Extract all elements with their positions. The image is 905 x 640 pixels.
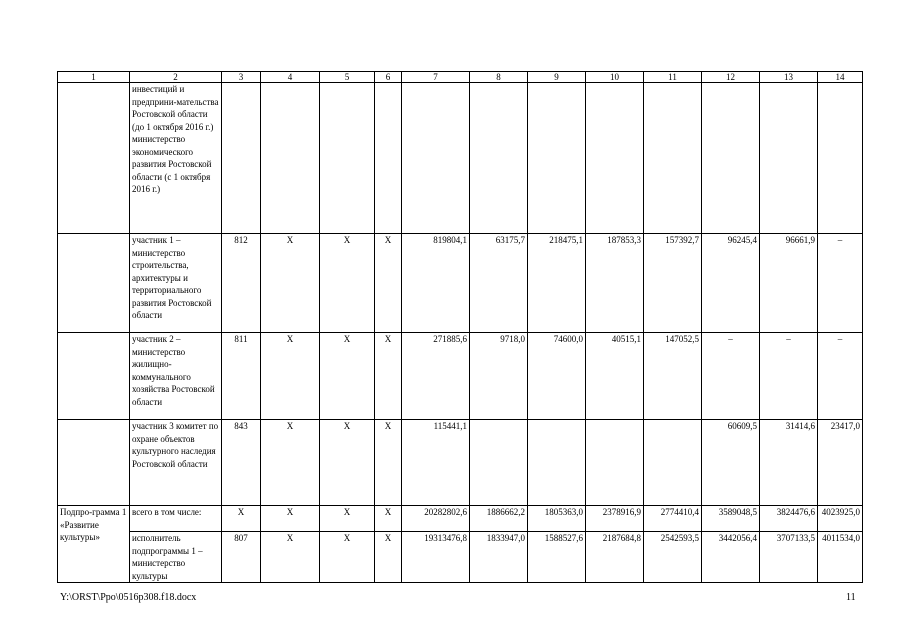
cell: Х: [375, 420, 402, 506]
column-header: 10: [586, 72, 644, 83]
table-row: [58, 234, 863, 333]
program-cell: Подпро-грамма 1 «Развитие культуры»: [58, 506, 130, 583]
description-cell: участник 2 – министерство жилищно-коммунального хозяйства Ростовской области: [130, 333, 222, 420]
table-row: [58, 420, 863, 506]
cell: Х: [261, 532, 320, 583]
value-cell: 4011534,0: [818, 532, 863, 583]
value-cell: 96245,4: [702, 234, 760, 333]
code-cell: Х: [222, 506, 261, 532]
value-cell: [644, 83, 702, 234]
program-cell: [58, 83, 130, 234]
column-header: 3: [222, 72, 261, 83]
budget-table: [57, 71, 863, 583]
description-cell: исполнитель подпрограммы 1 – министерство культуры: [130, 532, 222, 583]
file-path: Y:\ORST\Ppo\0516p308.f18.docx: [60, 592, 197, 603]
value-cell: [586, 83, 644, 234]
value-cell: 40515,1: [586, 333, 644, 420]
cell: Х: [320, 234, 375, 333]
description-cell: инвестиций и предприни-мательства Ростовской области (до 1 октября 2016 г.) министерство экономического развития Ростовской области (с 1 октября 2016 г.): [130, 83, 222, 234]
value-cell: 1833947,0: [470, 532, 528, 583]
value-cell: [528, 83, 586, 234]
page-number: 11: [846, 592, 856, 603]
value-cell: [818, 83, 863, 234]
value-cell: 31414,6: [760, 420, 818, 506]
column-header: 4: [261, 72, 320, 83]
value-cell: 63175,7: [470, 234, 528, 333]
value-cell: [470, 420, 528, 506]
value-cell: –: [702, 333, 760, 420]
value-cell: [528, 420, 586, 506]
code-cell: 811: [222, 333, 261, 420]
cell: Х: [375, 333, 402, 420]
cell: [261, 83, 320, 234]
column-header: 5: [320, 72, 375, 83]
value-cell: –: [818, 234, 863, 333]
value-cell: –: [818, 333, 863, 420]
description-cell: всего в том числе:: [130, 506, 222, 532]
cell: Х: [375, 506, 402, 532]
cell: Х: [375, 532, 402, 583]
value-cell: [586, 420, 644, 506]
value-cell: –: [760, 333, 818, 420]
column-header: 12: [702, 72, 760, 83]
cell: Х: [320, 333, 375, 420]
table-row: [58, 83, 863, 234]
column-header: 14: [818, 72, 863, 83]
value-cell: 9718,0: [470, 333, 528, 420]
value-cell: 3707133,5: [760, 532, 818, 583]
value-cell: 1886662,2: [470, 506, 528, 532]
cell: [320, 83, 375, 234]
value-cell: 60609,5: [702, 420, 760, 506]
code-cell: [222, 83, 261, 234]
program-cell: [58, 420, 130, 506]
column-header: 8: [470, 72, 528, 83]
cell: Х: [261, 506, 320, 532]
table-row: [58, 506, 863, 532]
value-cell: 3824476,6: [760, 506, 818, 532]
cell: Х: [261, 420, 320, 506]
value-cell: 819804,1: [402, 234, 470, 333]
value-cell: 218475,1: [528, 234, 586, 333]
cell: [375, 83, 402, 234]
value-cell: 115441,1: [402, 420, 470, 506]
value-cell: 1588527,6: [528, 532, 586, 583]
code-cell: 812: [222, 234, 261, 333]
value-cell: 74600,0: [528, 333, 586, 420]
description-cell: участник 1 – министерство строительства, архитектуры и территориального развития Ростовской области: [130, 234, 222, 333]
value-cell: [470, 83, 528, 234]
value-cell: 147052,5: [644, 333, 702, 420]
column-header: 9: [528, 72, 586, 83]
program-cell: [58, 234, 130, 333]
value-cell: 2187684,8: [586, 532, 644, 583]
cell: Х: [261, 333, 320, 420]
value-cell: 1805363,0: [528, 506, 586, 532]
value-cell: 2378916,9: [586, 506, 644, 532]
table-row: [58, 532, 863, 583]
cell: Х: [320, 420, 375, 506]
value-cell: 4023925,0: [818, 506, 863, 532]
value-cell: 2542593,5: [644, 532, 702, 583]
column-header: 13: [760, 72, 818, 83]
program-cell: [58, 333, 130, 420]
value-cell: 3442056,4: [702, 532, 760, 583]
cell: Х: [320, 532, 375, 583]
value-cell: [402, 83, 470, 234]
column-header: 11: [644, 72, 702, 83]
cell: Х: [320, 506, 375, 532]
value-cell: 157392,7: [644, 234, 702, 333]
column-header: 1: [58, 72, 130, 83]
cell: Х: [261, 234, 320, 333]
value-cell: 23417,0: [818, 420, 863, 506]
value-cell: 3589048,5: [702, 506, 760, 532]
value-cell: 96661,9: [760, 234, 818, 333]
code-cell: 843: [222, 420, 261, 506]
table-header-row: [58, 72, 863, 83]
column-header: 7: [402, 72, 470, 83]
column-header: 6: [375, 72, 402, 83]
value-cell: 187853,3: [586, 234, 644, 333]
value-cell: [644, 420, 702, 506]
table-row: [58, 333, 863, 420]
value-cell: 2774410,4: [644, 506, 702, 532]
column-header: 2: [130, 72, 222, 83]
value-cell: 20282802,6: [402, 506, 470, 532]
cell: Х: [375, 234, 402, 333]
value-cell: 19313476,8: [402, 532, 470, 583]
value-cell: [760, 83, 818, 234]
value-cell: 271885,6: [402, 333, 470, 420]
description-cell: участник 3 комитет по охране объектов культурного наследия Ростовской области: [130, 420, 222, 506]
code-cell: 807: [222, 532, 261, 583]
value-cell: [702, 83, 760, 234]
